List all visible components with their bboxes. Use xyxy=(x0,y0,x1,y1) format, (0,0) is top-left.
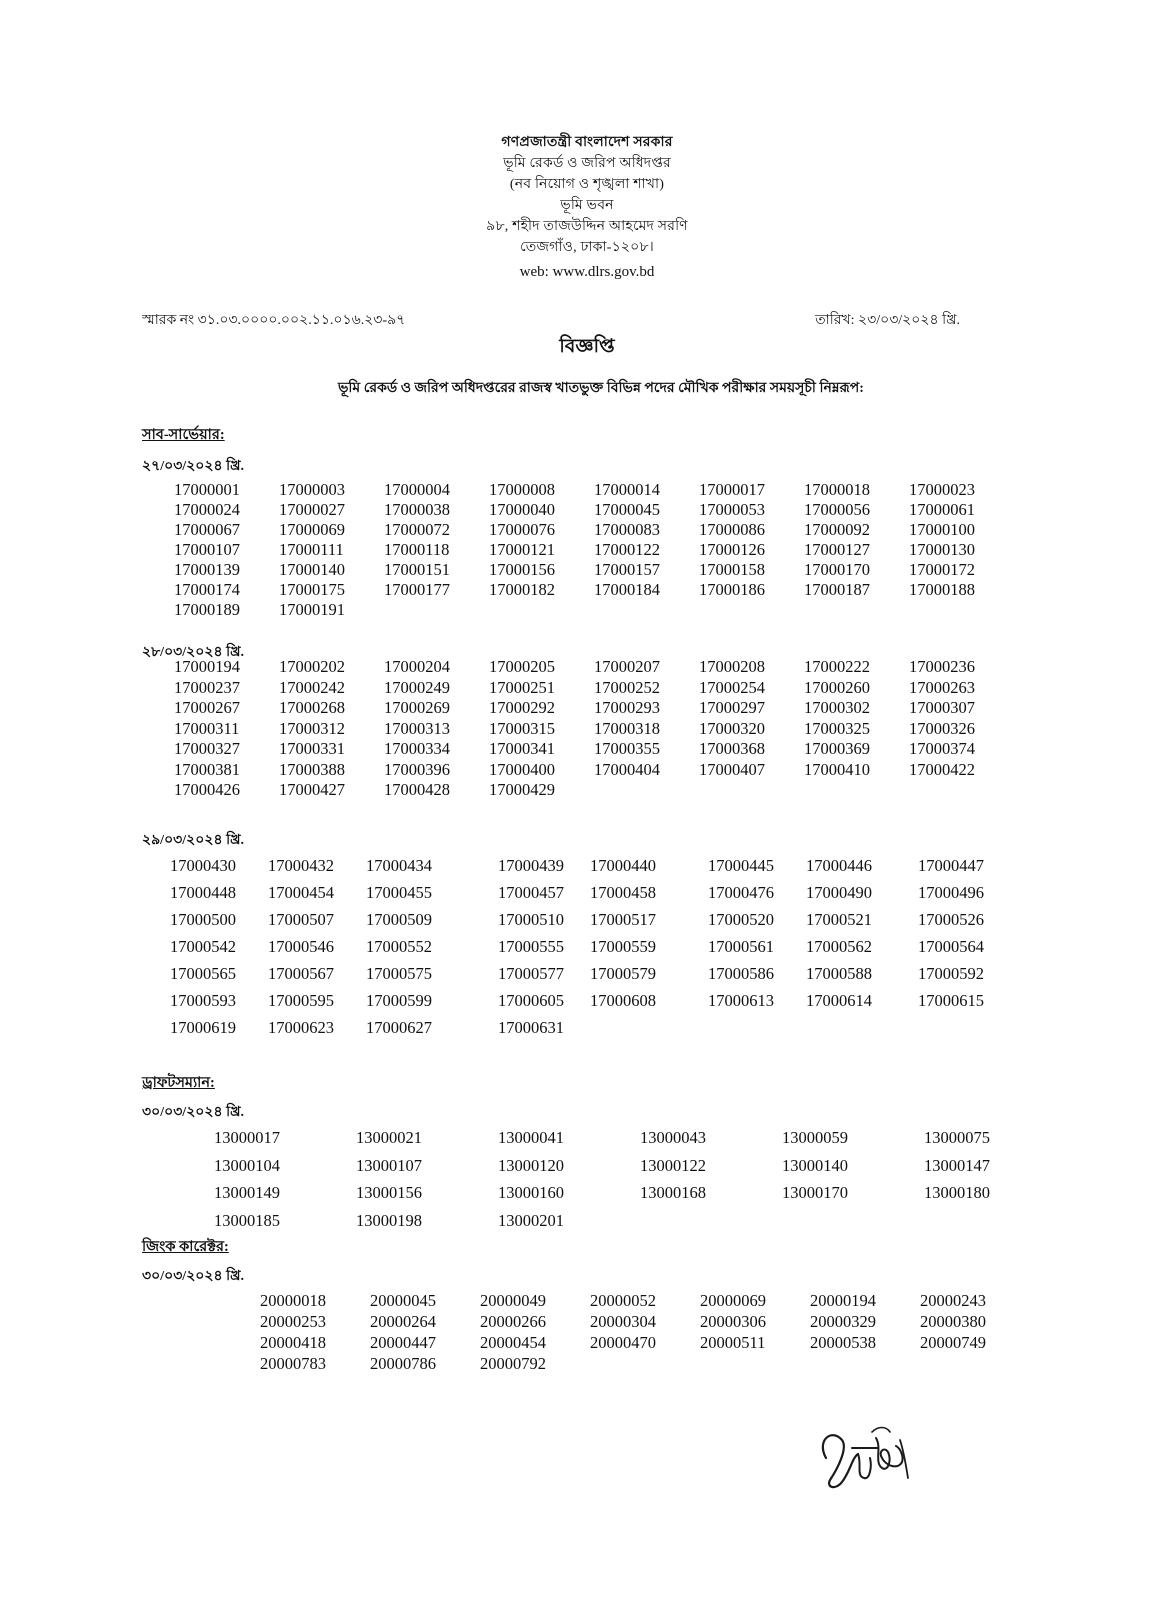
roll-number: 17000388 xyxy=(279,759,345,779)
roll-number: 17000122 xyxy=(594,540,660,559)
roll-number: 17000189 xyxy=(174,600,240,619)
roll-number: 17000410 xyxy=(804,759,870,779)
roll-number: 17000076 xyxy=(489,520,555,539)
roll-number: 17000127 xyxy=(804,540,870,559)
roll-number: 17000072 xyxy=(384,520,450,539)
roll-number: 17000027 xyxy=(279,500,345,519)
roll-number: 17000588 xyxy=(806,964,872,983)
roll-number: 17000083 xyxy=(594,520,660,539)
roll-number: 13000160 xyxy=(498,1183,564,1202)
schedule-date: ২৮/০৩/২০২৪ খ্রি. xyxy=(142,645,244,660)
roll-number: 17000069 xyxy=(279,520,345,539)
roll-number: 17000381 xyxy=(174,759,240,779)
roll-row xyxy=(174,719,1014,740)
roll-number: 17000260 xyxy=(804,677,870,697)
roll-number: 17000526 xyxy=(918,910,984,929)
letterhead-building: ভূমি ভবন xyxy=(560,198,614,213)
roll-number: 17000447 xyxy=(918,856,984,875)
roll-number: 17000445 xyxy=(708,856,774,875)
roll-number: 17000126 xyxy=(699,540,765,559)
roll-number: 17000455 xyxy=(366,883,432,902)
roll-number: 17000208 xyxy=(699,657,765,676)
roll-number: 17000559 xyxy=(590,937,656,956)
roll-number: 17000177 xyxy=(384,580,450,599)
roll-number: 17000631 xyxy=(498,1018,564,1037)
roll-number: 17000400 xyxy=(489,759,555,779)
section-label-zinc-corrector: জিংক কারেক্টর: xyxy=(142,1239,229,1255)
roll-number: 20000511 xyxy=(700,1333,766,1352)
roll-number: 17000427 xyxy=(279,780,345,799)
roll-row xyxy=(174,540,1014,560)
roll-row xyxy=(174,678,1014,699)
roll-number: 17000184 xyxy=(594,580,660,599)
schedule-date: ২৯/০৩/২০২৪ খ্রি. xyxy=(142,833,244,848)
roll-number: 20000306 xyxy=(700,1312,766,1331)
roll-number: 13000041 xyxy=(498,1128,564,1147)
roll-number: 17000003 xyxy=(279,480,345,499)
roll-number: 17000157 xyxy=(594,560,660,579)
roll-number: 20000052 xyxy=(590,1291,656,1310)
roll-number: 17000627 xyxy=(366,1018,432,1037)
roll-number: 17000446 xyxy=(806,856,872,875)
roll-number: 17000170 xyxy=(804,560,870,579)
roll-number: 17000507 xyxy=(268,910,334,929)
roll-number: 17000325 xyxy=(804,718,870,738)
roll-number: 17000092 xyxy=(804,520,870,539)
roll-number: 20000786 xyxy=(370,1354,436,1373)
roll-number: 13000120 xyxy=(498,1155,564,1175)
roll-number: 13000021 xyxy=(356,1128,422,1147)
roll-number: 17000369 xyxy=(804,739,870,758)
roll-number: 17000045 xyxy=(594,500,660,519)
roll-number: 17000222 xyxy=(804,657,870,676)
roll-number: 17000236 xyxy=(909,657,975,676)
roll-grid xyxy=(214,1124,1066,1234)
roll-number: 13000017 xyxy=(214,1128,280,1147)
roll-number: 17000297 xyxy=(699,698,765,717)
roll-grid xyxy=(260,1290,1030,1374)
roll-number: 17000014 xyxy=(594,480,660,499)
roll-number: 17000267 xyxy=(174,698,240,717)
roll-number: 17000118 xyxy=(384,540,450,559)
roll-number: 17000476 xyxy=(708,883,774,902)
notice-date: তারিখ: ২৩/০৩/২০২৪ খ্রি. xyxy=(815,313,960,328)
roll-row xyxy=(260,1311,1030,1332)
roll-number: 20000045 xyxy=(370,1291,436,1310)
roll-number: 17000313 xyxy=(384,718,450,738)
roll-row xyxy=(174,780,1014,801)
roll-number: 17000100 xyxy=(909,520,975,539)
roll-number: 17000263 xyxy=(909,677,975,697)
roll-number: 17000430 xyxy=(170,856,236,875)
roll-number: 17000619 xyxy=(170,1018,236,1037)
roll-number: 13000168 xyxy=(640,1183,706,1202)
roll-number: 17000422 xyxy=(909,759,975,779)
roll-number: 17000577 xyxy=(498,964,564,983)
roll-row xyxy=(260,1290,1030,1311)
roll-number: 17000396 xyxy=(384,759,450,779)
roll-number: 17000555 xyxy=(498,937,564,956)
roll-number: 17000067 xyxy=(174,520,240,539)
roll-number: 17000111 xyxy=(279,540,344,559)
letterhead xyxy=(0,132,1174,281)
roll-number: 17000599 xyxy=(366,991,432,1010)
roll-number: 17000130 xyxy=(909,540,975,559)
roll-grid xyxy=(170,852,1016,1041)
roll-row xyxy=(214,1152,1066,1180)
roll-number: 13000043 xyxy=(640,1128,706,1147)
roll-row xyxy=(174,520,1014,540)
roll-number: 17000175 xyxy=(279,580,345,599)
roll-number: 17000490 xyxy=(806,883,872,902)
roll-number: 17000341 xyxy=(489,739,555,758)
roll-number: 20000783 xyxy=(260,1354,326,1373)
roll-number: 17000623 xyxy=(268,1018,334,1037)
roll-number: 20000538 xyxy=(810,1333,876,1352)
roll-number: 17000237 xyxy=(174,677,240,697)
roll-number: 20000253 xyxy=(260,1312,326,1331)
roll-number: 17000546 xyxy=(268,937,334,956)
roll-row xyxy=(170,879,1016,906)
roll-row xyxy=(174,600,1014,620)
roll-number: 17000204 xyxy=(384,657,450,676)
roll-number: 17000186 xyxy=(699,580,765,599)
roll-number: 17000252 xyxy=(594,677,660,697)
roll-number: 17000086 xyxy=(699,520,765,539)
roll-number: 17000194 xyxy=(174,657,240,676)
roll-number: 17000439 xyxy=(498,856,564,875)
roll-number: 17000191 xyxy=(279,600,345,619)
roll-number: 17000315 xyxy=(489,718,555,738)
roll-number: 17000593 xyxy=(170,991,236,1010)
roll-row xyxy=(214,1179,1066,1207)
roll-number: 17000158 xyxy=(699,560,765,579)
roll-number: 17000429 xyxy=(489,780,555,799)
roll-number: 13000185 xyxy=(214,1210,280,1230)
roll-number: 17000404 xyxy=(594,759,660,779)
schedule-date: ৩০/০৩/২০২৪ খ্রি. xyxy=(142,1269,245,1284)
roll-number: 13000059 xyxy=(782,1128,848,1147)
roll-number: 17000355 xyxy=(594,739,660,758)
roll-number: 17000517 xyxy=(590,910,656,929)
roll-row xyxy=(174,657,1014,678)
roll-number: 17000510 xyxy=(498,910,564,929)
section-label-draftsman: ড্রাফটসম্যান: xyxy=(142,1075,215,1091)
roll-number: 17000562 xyxy=(806,937,872,956)
roll-row xyxy=(174,760,1014,781)
roll-number: 17000561 xyxy=(708,937,774,956)
roll-number: 13000149 xyxy=(214,1183,280,1202)
roll-number: 17000326 xyxy=(909,718,975,738)
roll-number: 17000292 xyxy=(489,698,555,717)
letterhead-branch: (নব নিয়োগ ও শৃঙ্খলা শাখা) xyxy=(509,177,665,192)
roll-row xyxy=(174,480,1014,500)
roll-number: 17000040 xyxy=(489,500,555,519)
roll-number: 20000069 xyxy=(700,1291,766,1310)
roll-number: 17000061 xyxy=(909,500,975,519)
roll-number: 17000579 xyxy=(590,964,656,983)
roll-number: 17000024 xyxy=(174,500,240,519)
roll-row xyxy=(170,906,1016,933)
roll-number: 17000613 xyxy=(708,991,774,1010)
intro-text: ভূমি রেকর্ড ও জরিপ অধিদপ্তরের রাজস্ব খাতভুক্ত বিভিন্ন পদের মৌখিক পরীক্ষার সময়সূচী নিম্নরূপ: xyxy=(338,381,864,396)
roll-number: 17000156 xyxy=(489,560,555,579)
roll-number: 20000049 xyxy=(480,1291,546,1310)
roll-number: 17000407 xyxy=(699,759,765,779)
roll-number: 13000107 xyxy=(356,1155,422,1175)
roll-number: 20000194 xyxy=(810,1291,876,1310)
roll-number: 13000147 xyxy=(924,1155,990,1175)
roll-number: 20000329 xyxy=(810,1312,876,1331)
roll-number: 17000107 xyxy=(174,540,240,559)
letterhead-government: গণপ্রজাতন্ত্রী বাংলাদেশ সরকার xyxy=(501,135,673,150)
roll-number: 17000586 xyxy=(708,964,774,983)
roll-number: 17000592 xyxy=(918,964,984,983)
roll-number: 20000304 xyxy=(590,1312,656,1331)
roll-row xyxy=(170,852,1016,879)
roll-number: 17000001 xyxy=(174,480,240,499)
roll-number: 17000428 xyxy=(384,780,450,799)
roll-number: 17000565 xyxy=(170,964,236,983)
schedule-date: ২৭/০৩/২০২৪ খ্রি. xyxy=(142,459,245,474)
roll-number: 17000307 xyxy=(909,698,975,717)
roll-number: 17000140 xyxy=(279,560,345,579)
roll-number: 17000331 xyxy=(279,739,345,758)
roll-number: 17000520 xyxy=(708,910,774,929)
roll-number: 20000380 xyxy=(920,1312,986,1331)
roll-row xyxy=(174,698,1014,719)
roll-row xyxy=(170,933,1016,960)
roll-number: 17000500 xyxy=(170,910,236,929)
roll-number: 13000198 xyxy=(356,1210,422,1230)
roll-number: 17000608 xyxy=(590,991,656,1010)
roll-number: 17000205 xyxy=(489,657,555,676)
roll-number: 17000327 xyxy=(174,739,240,758)
roll-number: 17000207 xyxy=(594,657,660,676)
section-label-sub-surveyor: সাব-সার্ভেয়ার: xyxy=(142,427,225,443)
roll-number: 17000552 xyxy=(366,937,432,956)
roll-number: 17000017 xyxy=(699,480,765,499)
roll-number: 17000172 xyxy=(909,560,975,579)
roll-number: 17000187 xyxy=(804,580,870,599)
roll-number: 13000140 xyxy=(782,1155,848,1175)
roll-number: 17000302 xyxy=(804,698,870,717)
roll-number: 13000122 xyxy=(640,1155,706,1175)
roll-number: 17000139 xyxy=(174,560,240,579)
roll-grid xyxy=(174,480,1014,620)
roll-number: 13000201 xyxy=(498,1210,564,1230)
roll-number: 17000312 xyxy=(279,718,345,738)
roll-number: 17000434 xyxy=(366,856,432,875)
roll-number: 17000320 xyxy=(699,718,765,738)
roll-number: 17000293 xyxy=(594,698,660,717)
roll-number: 20000454 xyxy=(480,1333,546,1352)
roll-number: 17000426 xyxy=(174,780,240,799)
roll-number: 20000792 xyxy=(480,1354,546,1373)
roll-number: 17000432 xyxy=(268,856,334,875)
roll-number: 17000614 xyxy=(806,991,872,1010)
roll-number: 17000251 xyxy=(489,677,555,697)
roll-row xyxy=(214,1124,1066,1152)
roll-number: 17000458 xyxy=(590,883,656,902)
letterhead-street: ৯৮, শহীদ তাজউদ্দিন আহমেদ সরণি xyxy=(486,219,688,234)
roll-number: 20000266 xyxy=(480,1312,546,1331)
roll-number: 17000269 xyxy=(384,698,450,717)
roll-number: 17000440 xyxy=(590,856,656,875)
roll-number: 17000023 xyxy=(909,480,975,499)
roll-number: 17000053 xyxy=(699,500,765,519)
roll-number: 17000121 xyxy=(489,540,555,559)
roll-number: 13000075 xyxy=(924,1128,990,1147)
roll-number: 17000202 xyxy=(279,657,345,676)
roll-number: 17000374 xyxy=(909,739,975,758)
roll-number: 17000564 xyxy=(918,937,984,956)
roll-number: 13000170 xyxy=(782,1183,848,1202)
roll-number: 20000447 xyxy=(370,1333,436,1352)
roll-number: 17000575 xyxy=(366,964,432,983)
roll-number: 17000018 xyxy=(804,480,870,499)
roll-row xyxy=(260,1332,1030,1353)
roll-number: 20000418 xyxy=(260,1333,326,1352)
roll-number: 17000509 xyxy=(366,910,432,929)
roll-number: 17000368 xyxy=(699,739,765,758)
roll-number: 20000018 xyxy=(260,1291,326,1310)
roll-row xyxy=(214,1207,1066,1235)
roll-number: 17000188 xyxy=(909,580,975,599)
roll-row xyxy=(260,1353,1030,1374)
roll-number: 17000056 xyxy=(804,500,870,519)
roll-number: 17000605 xyxy=(498,991,564,1010)
memo-number: স্মারক নং ৩১.০৩.০০০০.০০২.১১.০১৬.২৩-৯৭ xyxy=(142,313,406,328)
roll-row xyxy=(174,739,1014,760)
schedule-date: ৩০/০৩/২০২৪ খ্রি. xyxy=(142,1105,245,1120)
roll-row xyxy=(174,580,1014,600)
roll-number: 13000156 xyxy=(356,1183,422,1202)
roll-number: 17000008 xyxy=(489,480,555,499)
roll-number: 20000264 xyxy=(370,1312,436,1331)
roll-row xyxy=(174,560,1014,580)
roll-number: 20000243 xyxy=(920,1291,986,1310)
roll-number: 17000615 xyxy=(918,991,984,1010)
roll-number: 17000521 xyxy=(806,910,872,929)
roll-number: 17000249 xyxy=(384,677,450,697)
roll-number: 17000567 xyxy=(268,964,334,983)
letterhead-department: ভূমি রেকর্ড ও জরিপ অধিদপ্তর xyxy=(503,156,671,171)
roll-row xyxy=(170,960,1016,987)
roll-number: 17000448 xyxy=(170,883,236,902)
roll-number: 17000496 xyxy=(918,883,984,902)
letterhead-website: web: www.dlrs.gov.bd xyxy=(519,264,655,280)
roll-number: 17000254 xyxy=(699,677,765,697)
roll-grid xyxy=(174,657,1014,801)
roll-row xyxy=(170,1014,1016,1041)
roll-number: 20000749 xyxy=(920,1333,986,1352)
roll-number: 17000151 xyxy=(384,560,450,579)
roll-row xyxy=(170,987,1016,1014)
roll-number: 17000542 xyxy=(170,937,236,956)
roll-number: 17000182 xyxy=(489,580,555,599)
roll-row xyxy=(174,500,1014,520)
roll-number: 17000268 xyxy=(279,698,345,717)
page-title: বিজ্ঞপ্তি xyxy=(559,336,615,357)
letterhead-city: তেজগাঁও, ঢাকা-১২০৮। xyxy=(520,240,654,255)
roll-number: 17000242 xyxy=(279,677,345,697)
roll-number: 17000457 xyxy=(498,883,564,902)
roll-number: 17000454 xyxy=(268,883,334,902)
roll-number: 20000470 xyxy=(590,1333,656,1352)
roll-number: 17000038 xyxy=(384,500,450,519)
roll-number: 17000595 xyxy=(268,991,334,1010)
roll-number: 17000311 xyxy=(174,718,240,738)
signature-image xyxy=(812,1418,922,1498)
roll-number: 17000318 xyxy=(594,718,660,738)
roll-number: 17000334 xyxy=(384,739,450,758)
roll-number: 17000004 xyxy=(384,480,450,499)
roll-number: 13000180 xyxy=(924,1183,990,1202)
roll-number: 13000104 xyxy=(214,1155,280,1175)
roll-number: 17000174 xyxy=(174,580,240,599)
